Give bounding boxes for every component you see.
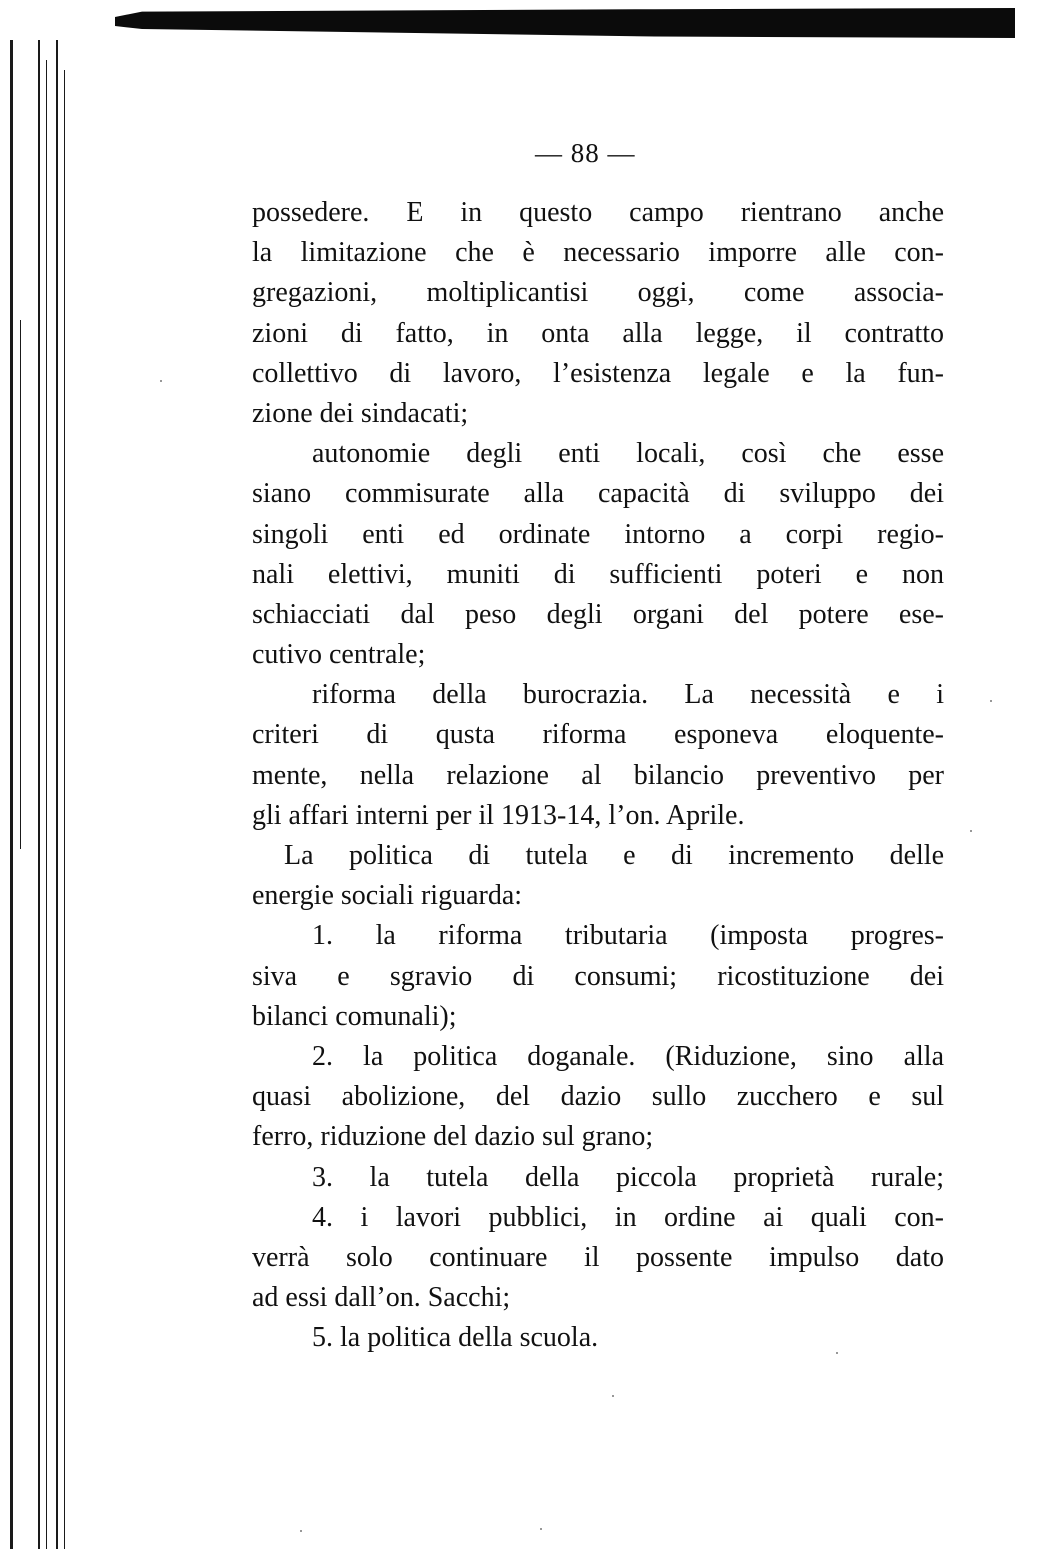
text-line: possedere. E in questo campo rientrano anche	[252, 197, 944, 228]
text-line: schiacciati dal peso degli organi del potere ese-	[252, 598, 944, 630]
text-line: verrà solo continuare il possente impulso dato	[252, 1241, 944, 1273]
text-line: 2. la politica doganale. (Riduzione, sino alla	[312, 1040, 944, 1072]
speck	[160, 380, 162, 382]
text-line: energie sociali riguarda:	[252, 880, 523, 912]
text-line: collettivo di lavoro, l’esistenza legale e la fun-	[252, 357, 944, 389]
speck	[990, 700, 992, 702]
scan-edge-shadow	[115, 8, 1015, 38]
text-line: gli affari interni per il 1913-14, l’on. Aprile.	[252, 799, 745, 831]
text-line: siano commisurate alla capacità di sviluppo dei	[252, 478, 944, 510]
text-line: 4. i lavori pubblici, in ordine ai quali con-	[312, 1201, 944, 1233]
body-text	[252, 193, 944, 1358]
binding-line	[10, 40, 13, 1549]
text-line: cutivo centrale;	[252, 639, 426, 671]
text-line: singoli enti ed ordinate intorno a corpi regio-	[252, 518, 944, 550]
text-line: 1. la riforma tributaria (imposta progres-	[312, 920, 944, 952]
text-line: 5. la politica della scuola.	[312, 1322, 599, 1354]
binding-line	[64, 70, 65, 1549]
text-line: La politica di tutela e di incremento delle	[284, 840, 944, 871]
text-line: siva e sgravio di consumi; ricostituzione dei	[252, 960, 944, 992]
text-line: criteri di qusta riforma esponeva eloquente-	[252, 719, 944, 751]
text-line: ferro, riduzione del dazio sul grano;	[252, 1121, 654, 1153]
speck	[970, 830, 972, 832]
binding-line	[38, 40, 40, 1549]
text-line: gregazioni, moltiplicantisi oggi, come associa-	[252, 277, 944, 309]
speck	[836, 1352, 838, 1354]
text-line: la limitazione che è necessario imporre alle con-	[252, 237, 944, 269]
text-line: zione dei sindacati;	[252, 397, 469, 429]
text-line: ad essi dall’on. Sacchi;	[252, 1282, 511, 1314]
text-line: 3. la tutela della piccola proprietà rurale;	[312, 1161, 944, 1193]
text-line: autonomie degli enti locali, così che esse	[312, 438, 944, 470]
text-line: riforma della burocrazia. La necessità e i	[312, 679, 944, 711]
speck	[612, 1395, 614, 1397]
binding-line	[46, 60, 47, 1549]
text-line: mente, nella relazione al bilancio preventivo per	[252, 759, 944, 791]
binding-line	[56, 40, 58, 1549]
text-line: zioni di fatto, in onta alla legge, il contratto	[252, 317, 944, 349]
page-number: — 88 —	[535, 138, 636, 168]
binding-line	[20, 320, 21, 849]
speck	[540, 1528, 542, 1530]
text-line: bilanci comunali);	[252, 1000, 457, 1032]
text-line: nali elettivi, muniti di sufficienti poteri e non	[252, 558, 944, 590]
text-line: quasi abolizione, del dazio sullo zucchero e sul	[252, 1081, 944, 1113]
speck	[300, 1530, 302, 1532]
